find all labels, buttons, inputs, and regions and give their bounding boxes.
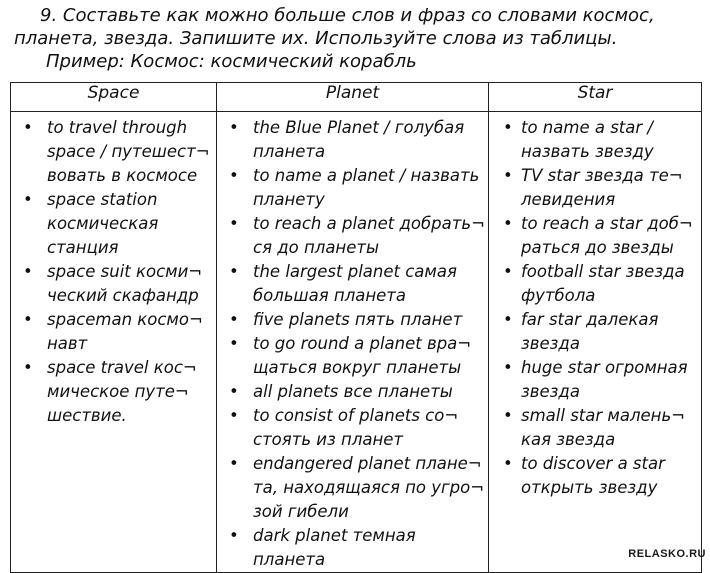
list-item-line: мическое путе¬ <box>47 382 189 401</box>
list-item-line: ся до планеты <box>253 238 380 257</box>
list-item-line: шествие. <box>47 406 127 425</box>
header-space: Space <box>11 83 217 112</box>
list-item <box>17 356 214 428</box>
list-item-line: TV star звезда те¬ <box>521 166 683 185</box>
list-item <box>495 356 699 404</box>
list-item-line: звезда <box>521 334 580 353</box>
list-item-line: to reach a star доб¬ <box>521 214 693 233</box>
list-item-line: ческий скафандр <box>47 286 199 305</box>
list-item <box>17 260 214 308</box>
list-item <box>17 308 214 356</box>
list-item-line: to reach a planet добрать¬ <box>253 214 485 233</box>
list-item <box>17 188 214 260</box>
list-item-line: открыть звезду <box>521 478 658 497</box>
list-item-line: назвать звезду <box>521 142 654 161</box>
planet-column <box>217 112 489 573</box>
list-item-line: dark planet темная планета <box>253 526 416 569</box>
list-item-line: spaceman космо¬ <box>47 310 203 329</box>
list-item-line: space station <box>47 190 158 209</box>
list-item <box>495 308 699 356</box>
list-item <box>495 116 699 164</box>
list-item-line: to name a planet / назвать <box>253 166 480 185</box>
list-item-line: far star далекая <box>521 310 659 329</box>
list-item-line: космическая <box>47 214 159 233</box>
list-item <box>495 164 699 212</box>
header-star: Star <box>489 83 702 112</box>
list-item <box>495 404 699 452</box>
list-item-line: football star звезда <box>521 262 685 281</box>
list-item-line: зой гибели <box>253 502 349 521</box>
list-item-line: endangered planet плане¬ <box>253 454 482 473</box>
task-example: Пример: Космос: космический корабль <box>46 51 417 72</box>
list-item-line: планету <box>253 190 325 209</box>
list-item <box>223 116 486 164</box>
list-item <box>223 452 486 524</box>
list-item-line: to go round a planet вра¬ <box>253 334 472 353</box>
list-item <box>223 164 486 212</box>
list-item-line: five planets пять планет <box>253 310 463 329</box>
list-item-line: space travel кос¬ <box>47 358 197 377</box>
list-item <box>495 260 699 308</box>
vocabulary-table <box>10 82 702 573</box>
list-item-line: стоять из планет <box>253 430 404 449</box>
list-item <box>223 308 486 332</box>
list-item-line: вовать в космосе <box>47 166 198 185</box>
list-item-line: щаться вокруг планеты <box>253 358 462 377</box>
list-item <box>223 332 486 380</box>
list-item <box>17 116 214 188</box>
list-item-line: the largest planet самая <box>253 262 457 281</box>
list-item-line: to discover a star <box>521 454 665 473</box>
list-item-line: space / путешест¬ <box>47 142 210 161</box>
list-item <box>495 212 699 260</box>
list-item-line: звезда <box>521 382 580 401</box>
list-item <box>223 260 486 308</box>
list-item-line: кая звезда <box>521 430 616 449</box>
list-item-line: раться до звезды <box>521 238 674 257</box>
list-item-line: станция <box>47 238 119 257</box>
header-planet: Planet <box>217 83 489 112</box>
list-item-line: space suit косми¬ <box>47 262 203 281</box>
list-item-line: большая планета <box>253 286 407 305</box>
space-column <box>11 112 217 573</box>
list-item-line: футбола <box>521 286 596 305</box>
watermark: RELASKO.RU <box>628 548 706 560</box>
list-item-line: the Blue Planet / голубая <box>253 118 465 137</box>
list-item-line: huge star огромная <box>521 358 688 377</box>
task-line-2: планета, звезда. Запишите их. Используйте слова из таблицы. <box>14 28 618 49</box>
list-item-line: левидения <box>521 190 616 209</box>
list-item <box>223 212 486 260</box>
list-item-line: планета <box>253 142 326 161</box>
list-item-line: small star малень¬ <box>521 406 685 425</box>
star-column <box>489 112 702 573</box>
list-item-line: all planets все планеты <box>253 382 453 401</box>
task-text <box>14 4 704 73</box>
list-item <box>223 380 486 404</box>
header-row <box>11 83 702 112</box>
list-item-line: навт <box>47 334 88 353</box>
list-item-line: та, находящаяся по угро¬ <box>253 478 485 497</box>
list-item-line: to name a star / <box>521 118 653 137</box>
list-item <box>223 524 486 572</box>
task-line-1: 9. Составьте как можно больше слов и фраз со словами космос, <box>40 5 655 26</box>
body-row <box>11 112 702 573</box>
list-item <box>223 404 486 452</box>
list-item-line: to consist of planets со¬ <box>253 406 459 425</box>
list-item-line: to travel through <box>47 118 188 137</box>
list-item <box>495 452 699 500</box>
